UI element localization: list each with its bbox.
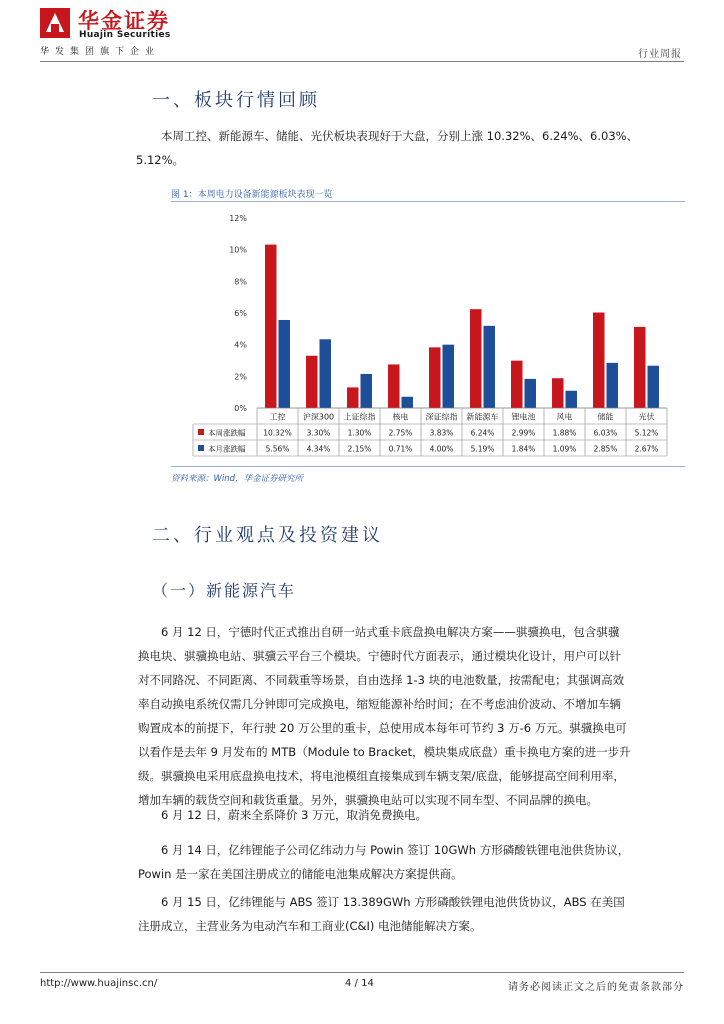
data-label-monthly: 2.15%	[347, 444, 372, 454]
section2-heading: 二、行业观点及投资建议	[152, 525, 383, 546]
footer-url-link[interactable]: http://www.huajinsc.cn/	[40, 978, 158, 989]
sector-performance-chart	[171, 203, 685, 465]
bar-monthly-5	[443, 345, 454, 408]
section1-paragraph	[138, 124, 684, 172]
x-category-label: 工控	[269, 412, 286, 422]
data-label-monthly: 5.56%	[265, 444, 290, 454]
ev-paragraph-3-line-1: 6 月 14 日，亿纬锂能子公司亿纬动力与 Powin 签订 10GWh 方形磷酸铁锂电池供货协议，	[161, 843, 630, 857]
ev-paragraph-1-line-8: 增加车辆的载货空间和载货重量。另外，骐骥换电站可以实现不同车型、不同品牌的换电。	[138, 793, 598, 807]
bar-weekly-1	[265, 245, 276, 408]
section1-heading: 一、板块行情回顾	[152, 90, 320, 111]
y-tick-label: 6%	[234, 309, 247, 318]
data-label-monthly: 0.71%	[388, 444, 413, 454]
x-category-label: 储能	[597, 412, 614, 422]
ev-paragraph-1-line-1: 6 月 12 日，宁德时代正式推出自研一站式重卡底盘换电解决方案——骐骥换电，包含骐骥	[161, 625, 620, 639]
footer-divider	[40, 972, 684, 973]
y-tick-label: 12%	[229, 214, 247, 223]
x-category-label: 深证综指	[425, 412, 458, 422]
data-label-monthly: 2.85%	[593, 444, 618, 454]
disclaimer-note: 请务必阅读正文之后的免责条款部分	[508, 982, 684, 993]
x-category-label: 锂电池	[511, 412, 536, 422]
data-label-monthly: 4.00%	[429, 444, 454, 454]
page-number: 4 / 14	[345, 978, 374, 989]
y-tick-label: 10%	[229, 245, 247, 255]
data-label-monthly: 1.09%	[552, 444, 577, 454]
ev-paragraph-1-lines	[138, 620, 684, 812]
figure-top-rule	[171, 201, 685, 202]
bar-weekly-6	[470, 309, 481, 408]
y-tick-label: 0%	[234, 404, 247, 413]
legend-swatch-monthly	[198, 445, 204, 451]
y-tick-label: 8%	[234, 277, 247, 287]
ev-paragraph-2	[138, 803, 684, 827]
y-tick-label: 2%	[234, 372, 247, 382]
figure-source: 资料来源：Wind，华金证券研究所	[171, 474, 304, 484]
ev-paragraph-1-line-2: 换电块、骐骥换电站、骐骥云平台三个模块。宁德时代方面表示，通过模块化设计，用户可以针	[138, 649, 621, 663]
data-label-monthly: 5.19%	[470, 444, 495, 454]
x-category-label: 核电	[392, 412, 409, 422]
bar-monthly-6	[484, 326, 495, 408]
bar-weekly-4	[388, 364, 399, 408]
section1-para-line2: 5.12%。	[136, 153, 185, 167]
x-category-label: 新能源车	[466, 412, 499, 422]
huajin-logo-icon	[40, 8, 70, 38]
y-tick-label: 4%	[234, 340, 247, 350]
data-label-weekly: 5.12%	[634, 428, 659, 438]
data-label-monthly: 4.34%	[306, 444, 331, 454]
ev-paragraph-1-line-4: 率自动换电系统仅需几分钟即可完成换电，缩短能源补给时间；在不考虑油价波动、不增加车辆	[138, 697, 621, 711]
x-category-label: 沪深300	[302, 412, 335, 422]
data-label-weekly: 1.88%	[552, 428, 577, 438]
legend-label-monthly: 本月涨跌幅	[208, 444, 246, 454]
data-label-weekly: 3.30%	[306, 428, 331, 438]
ev-paragraph-1-line-3: 对不同路况、不同距离、不同载重等场景，自由选择 1-3 块的电池数量，按需配电；其强调高效	[138, 673, 625, 687]
ev-paragraph-2-text: 6 月 12 日，蔚来全系降价 3 万元，取消免费换电。	[161, 808, 428, 822]
bar-weekly-10	[634, 327, 645, 408]
figure-bottom-rule	[171, 466, 685, 467]
ev-paragraph-4-lines	[138, 890, 684, 938]
bar-weekly-3	[347, 387, 358, 408]
logo-chinese-name: 华金证券	[78, 9, 170, 33]
data-label-monthly: 2.67%	[634, 444, 659, 454]
ev-paragraph-1-line-7: 级。骐骥换电采用底盘换电技术，将电池模组直接集成到车辆支架/底盘，能够提高空间利用率，	[138, 769, 625, 783]
header-slogan: 华发集团旗下企业	[40, 47, 161, 57]
bar-weekly-5	[429, 347, 440, 408]
data-label-weekly: 3.83%	[429, 428, 454, 438]
data-label-weekly: 2.99%	[511, 428, 536, 438]
bar-monthly-7	[525, 379, 536, 408]
data-label-weekly: 6.03%	[593, 428, 618, 438]
data-label-monthly: 1.84%	[511, 444, 536, 454]
header-divider	[40, 61, 684, 62]
x-category-label: 风电	[556, 412, 573, 422]
section1-para-line1: 本周工控、新能源车、储能、光伏板块表现好于大盘，分别上涨 10.32%、6.24%、6.03%、	[161, 129, 639, 143]
bar-weekly-8	[552, 378, 563, 408]
ev-paragraph-1	[138, 620, 684, 812]
ev-paragraph-3	[138, 838, 684, 886]
ev-paragraph-4-line-2: 注册成立，主营业务为电动汽车和工商业(C&I) 电池储能解决方案。	[138, 919, 482, 933]
bar-monthly-4	[402, 397, 413, 408]
ev-paragraph-4-line-1: 6 月 15 日，亿纬锂能与 ABS 签订 13.389GWh 方形磷酸铁锂电池供货协议，ABS 在美国	[161, 895, 625, 909]
ev-paragraph-3-line-2: Powin 是一家在美国注册成立的储能电池集成解决方案提供商。	[138, 867, 463, 881]
legend-label-weekly: 本周涨跌幅	[208, 428, 246, 438]
bar-monthly-3	[361, 374, 372, 408]
ev-paragraph-1-line-6: 以看作是去年 9 月发布的 MTB（Module to Bracket，模块集成底盘）重卡换电方案的进一步升	[138, 745, 631, 759]
ev-paragraph-4	[138, 890, 684, 938]
legend-swatch-weekly	[198, 429, 204, 435]
subsection-ev-heading: （一）新能源汽车	[152, 581, 297, 600]
data-label-weekly: 2.75%	[388, 428, 413, 438]
bar-weekly-2	[306, 356, 317, 408]
data-label-weekly: 6.24%	[470, 428, 495, 438]
ev-paragraph-3-lines	[138, 838, 684, 886]
bar-monthly-2	[320, 339, 331, 408]
x-category-label: 光伏	[638, 412, 655, 422]
bar-monthly-10	[648, 366, 659, 408]
bar-weekly-7	[511, 361, 522, 408]
ev-paragraph-1-line-5: 购置成本的前提下，年行驶 20 万公里的重卡，总使用成本每年可节约 3 万-6 万元。骐骥换电可	[138, 721, 627, 735]
bar-weekly-9	[593, 313, 604, 408]
figure-title: 图 1：本周电力设备新能源板块表现一览	[171, 190, 333, 200]
x-category-label: 上证综指	[343, 412, 376, 422]
data-label-weekly: 1.30%	[347, 428, 372, 438]
data-label-weekly: 10.32%	[263, 428, 292, 438]
logo-english-name: Huajin Securities	[79, 30, 171, 40]
bar-monthly-9	[607, 363, 618, 408]
bar-monthly-8	[566, 391, 577, 408]
bar-monthly-1	[279, 320, 290, 408]
doc-type-label: 行业周报	[638, 49, 682, 60]
